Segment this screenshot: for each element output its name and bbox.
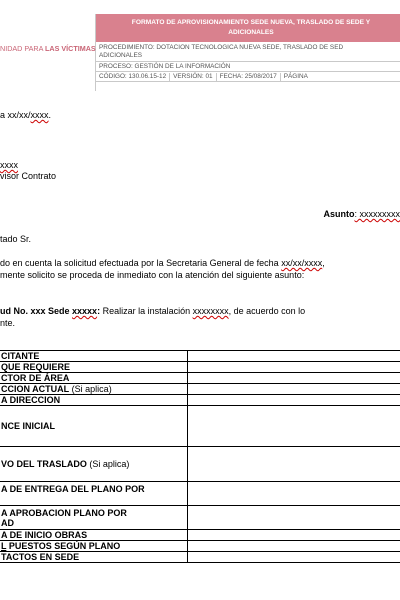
- para2-sede: xxxxx: [72, 306, 98, 316]
- row-label-underlined: L: [1, 541, 7, 551]
- row-label: CITANTE: [0, 351, 188, 362]
- row-value[interactable]: [188, 406, 400, 447]
- logo-text-prefix: NIDAD PARA: [0, 44, 45, 53]
- row-label: NCE INICIAL: [0, 406, 188, 447]
- table-row: [0, 351, 400, 362]
- form-title: [96, 14, 400, 42]
- asunto-line: [323, 209, 400, 220]
- row-value[interactable]: [188, 530, 400, 541]
- logo-text-bold: LAS VÍCTIMAS: [45, 44, 96, 53]
- metadata-row: [96, 72, 400, 82]
- row-label-line-2: AD: [1, 517, 14, 528]
- paragraph-1-line-1: [0, 258, 325, 269]
- para2-install: xxxxxxxx: [192, 306, 229, 316]
- paragraph-2-line-1: [0, 306, 305, 317]
- row-label: [0, 541, 188, 552]
- row-label: A DE ENTREGA DEL PLANO POR: [0, 482, 188, 506]
- document-header: [0, 14, 400, 91]
- para1-text-a: do en cuenta la solicitud efectuada por la Secretaria General de fecha: [0, 258, 282, 268]
- table-row: [0, 541, 400, 552]
- row-label: QUE REQUIERE: [0, 362, 188, 373]
- request-form-table: [0, 350, 400, 563]
- table-row: [0, 362, 400, 373]
- procedimiento-text-2: ADICIONALES: [99, 52, 142, 59]
- letter-date: [0, 110, 51, 121]
- para1-date: xx/xx/xxxx: [281, 258, 323, 268]
- row-label: A DIRECCION: [0, 395, 188, 406]
- para2-text-c: , de acuerdo con lo: [228, 306, 306, 316]
- form-title-line-2: ADICIONALES: [228, 29, 274, 36]
- table-row: [0, 552, 400, 563]
- date-year: xxxx: [30, 110, 49, 120]
- proceso-text: PROCESO: GESTIÓN DE LA INFORMACIÓN: [99, 63, 231, 70]
- row-value[interactable]: [188, 362, 400, 373]
- para2-bold-c: :: [97, 306, 101, 316]
- table-row: [0, 530, 400, 541]
- codigo-cell: CÓDIGO: 130.06.15-12: [99, 73, 170, 81]
- table-row: [0, 373, 400, 384]
- row-label: A DE INICIO OBRAS: [0, 530, 188, 541]
- organization-logo: [0, 44, 96, 53]
- para1-text-c: ,: [322, 258, 325, 268]
- row-value[interactable]: [188, 552, 400, 563]
- table-row: [0, 406, 400, 447]
- row-label-main: VO DEL TRASLADO: [1, 459, 87, 469]
- recipient-role: visor Contrato: [0, 171, 57, 181]
- recipient-name: [0, 160, 18, 171]
- table-row: [0, 384, 400, 395]
- fecha-cell: FECHA: 25/08/2017: [220, 73, 281, 81]
- row-label-note: (Si aplica): [69, 384, 112, 394]
- row-value[interactable]: [188, 351, 400, 362]
- paragraph-2-line-2: nte.: [0, 318, 16, 328]
- proceso-row: [96, 62, 400, 72]
- para2-text-a: Realizar la instalación: [100, 306, 193, 316]
- table-row: [0, 482, 400, 506]
- asunto-value: : xxxxxxxxx: [354, 209, 400, 219]
- row-label-note: (Si aplica): [86, 459, 130, 469]
- recipient-name-value: xxxx: [0, 160, 18, 170]
- asunto-label: Asunto: [323, 209, 355, 219]
- row-label-main: CCION ACTUAL: [1, 384, 70, 394]
- row-value[interactable]: [188, 541, 400, 552]
- date-prefix: a xx/xx/: [0, 110, 31, 120]
- row-label: CTOR DE ÁREA: [0, 373, 188, 384]
- row-value[interactable]: [188, 447, 400, 482]
- row-label: [0, 384, 188, 395]
- row-label-main: PUESTOS SEGÚN PLANO: [6, 541, 121, 551]
- row-label: [0, 447, 188, 482]
- logo-cell: [0, 14, 96, 91]
- date-suffix: .: [48, 110, 52, 120]
- row-label-line-1: A APROBACION PLANO POR: [1, 507, 127, 518]
- procedimiento-row: [96, 42, 400, 62]
- paragraph-1-line-2: mente solicito se proceda de inmediato con la atención del siguiente asunto:: [0, 270, 305, 280]
- row-label: [0, 506, 188, 530]
- table-row: [0, 395, 400, 406]
- form-title-line-1: FORMATO DE APROVISIONAMIENTO SEDE NUEVA, TRASLADO DE SEDE Y: [131, 19, 371, 26]
- row-value[interactable]: [188, 395, 400, 406]
- row-value[interactable]: [188, 482, 400, 506]
- table-row: [0, 447, 400, 482]
- version-cell: VERSIÓN: 01: [173, 73, 216, 81]
- row-value[interactable]: [188, 384, 400, 395]
- pagina-cell: PÁGINA: [283, 73, 308, 80]
- para2-bold-a: ud No. xxx Sede: [0, 306, 73, 316]
- table-row: [0, 506, 400, 530]
- greeting: tado Sr.: [0, 234, 32, 244]
- row-value[interactable]: [188, 506, 400, 530]
- procedimiento-text: PROCEDIMIENTO: DOTACIÓN TECNOLÓGICA NUEVA SEDE, TRASLADO DE SED: [99, 44, 344, 51]
- row-label: TACTOS EN SEDE: [0, 552, 188, 563]
- row-value[interactable]: [188, 373, 400, 384]
